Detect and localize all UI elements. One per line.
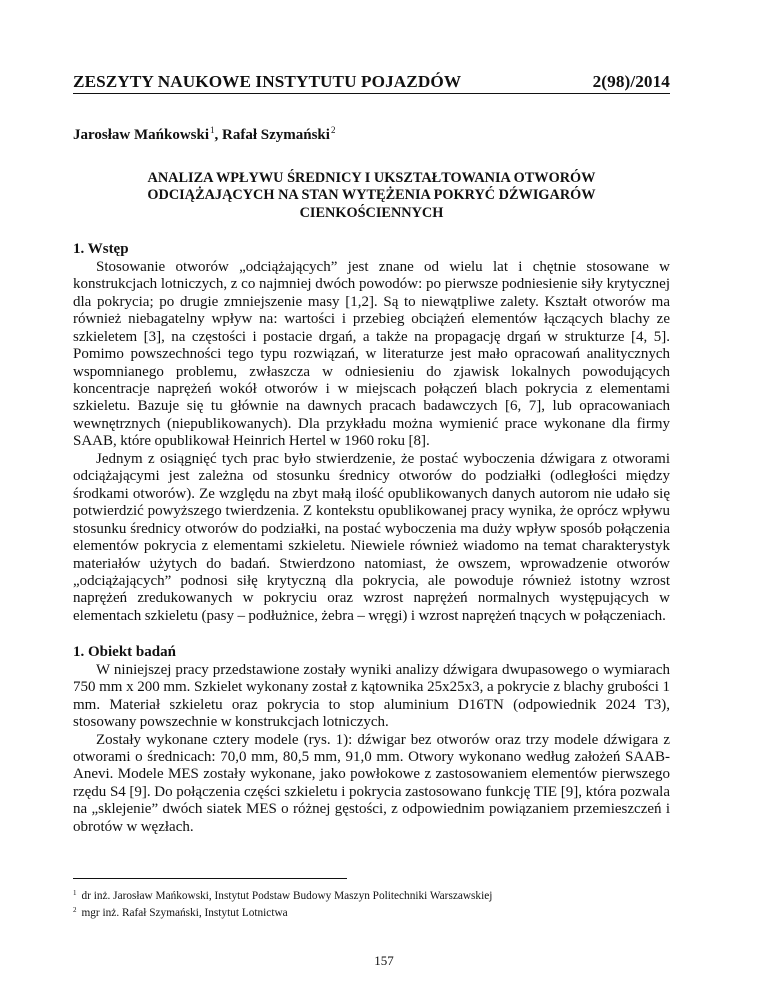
footnote-text: dr inż. Jarosław Mańkowski, Instytut Podstaw Budowy Maszyn Politechniki Warszawskiej: [81, 890, 493, 902]
paragraph: Stosowanie otworów „odciążających” jest znane od wielu lat i chętnie stosowane w konstrukcjach lotniczych, z co najmniej dwóch powodów: po pierwsze podniesienie siły krytycznej dla pokrycia; po drugie zmniejszenie masy [1,2]. Są to niewątpliwe zalety. Kształt otworów ma również niebagatelny wpływ na: wartości i przebieg obciążeń elementów łączących blachy ze szkieletem [3], na częstości i postacie drgań, a także na propagację drgań w strukturze [4, 5]. Pomimo powszechności tego typu rozwiązań, w literaturze jest mało opracowań analitycznych wspomnianego problemu, zwłaszcza w odniesieniu do zjawisk lokalnych powodujących koncentracje naprężeń wokół otworów i w miejscach połączeń blach pokrycia z elementami szkieletu. Bazuje się tu głównie na dawnych pracach badawczych [6, 7], lub opracowaniach wewnętrznych (niepublikowanych). Dla przykładu można wymienić prace wykonane dla firmy SAAB, które opublikował Heinrich Hertel w 1960 roku [8].: [73, 258, 670, 450]
author-name: Jarosław Mańkowski: [73, 126, 209, 143]
section-heading: 1. Wstęp: [73, 241, 129, 258]
journal-header: [73, 73, 670, 94]
page-number: 157: [374, 953, 394, 968]
page-content: [73, 73, 670, 836]
footnote-mark: 1: [210, 124, 215, 135]
footnote-mark: 2: [330, 124, 336, 135]
paragraph: W niniejszej pracy przedstawione zostały wyniki analizy dźwigara dwupasowego o wymiarach 750 mm x 200 mm. Szkielet wykonany został z kątownika 25x25x3, a pokrycie z blachy grubości 1 mm. Materiał szkieletu oraz pokrycia to stop aluminium D16TN (odpowiednik 2024 T3), stosowany powszechnie w konstrukcjach lotniczych.: [73, 661, 670, 731]
paper-title: ANALIZA WPŁYWU ŚREDNICY I UKSZTAŁTOWANIA OTWORÓW ODCIĄŻAJĄCYCH NA STAN WYTĘŻENIA POKRYĆ DŹWIGARÓW CIENKOŚCIENNYCH: [147, 169, 596, 221]
issue-number: 2(98)/2014: [592, 72, 670, 91]
section-heading: 1. Obiekt badań: [73, 644, 176, 661]
paragraph: Zostały wykonane cztery modele (rys. 1): dźwigar bez otworów oraz trzy modele dźwigara z otworami o średnicach: 70,0 mm, 80,5 mm, 91,0 mm. Otwory wykonano według założeń SAAB-Anevi. Modele MES zostały wykonane, jako powłokowe z zastosowaniem elementów pierwszego rzędu S4 [9]. Do połączenia części szkieletu i pokrycia zastosowano funkcję TIE [9], która pozwala na „sklejenie” dwóch siatek MES o różnej gęstości, z odpowiednim powiązaniem przemieszczeń i obrotów w węzłach.: [73, 731, 670, 835]
footnote-number: 1: [73, 889, 77, 897]
footnote-divider: [73, 878, 347, 879]
footnote: [73, 886, 670, 903]
journal-title: ZESZYTY NAUKOWE INSTYTUTU POJAZDÓW: [73, 72, 462, 91]
authors-line: [73, 125, 670, 144]
footnote-number: 2: [73, 906, 77, 914]
author-name: Rafał Szymański: [222, 126, 330, 143]
footnote: [73, 903, 670, 920]
paragraph: Jednym z osiągnięć tych prac było stwierdzenie, że postać wyboczenia dźwigara z otworami odciążającymi jest zależna od stosunku średnicy otworów do podziałki (odległości między środkami otworów). Ze względu na zbyt małą ilość opublikowanych danych autorom nie udało się potwierdzić powyższego twierdzenia. Z kontekstu opublikowanej pracy wynika, że oprócz wpływu stosunku średnicy otworów do podziałki, na postać wyboczenia ma duży wpływ sposób połączenia elementów pokrycia z elementami szkieletu. Niewiele również wiadomo na temat charakterystyk materiałów użytych do badań. Stwierdzono natomiast, że owszem, wprowadzenie otworów „odciążających” podnosi siłę krytyczną dla pokrycia, ale powoduje również istotny wzrost naprężeń zredukowanych w pokryciu oraz wzrost naprężeń normalnych występujących w elementach szkieletu (pasy – podłużnice, żebra – wręgi) i wzrost naprężeń tnących w połączeniach.: [73, 450, 670, 624]
footnote-text: mgr inż. Rafał Szymański, Instytut Lotnictwa: [81, 907, 288, 919]
author-separator: ,: [214, 126, 222, 143]
footnotes: [73, 878, 670, 920]
